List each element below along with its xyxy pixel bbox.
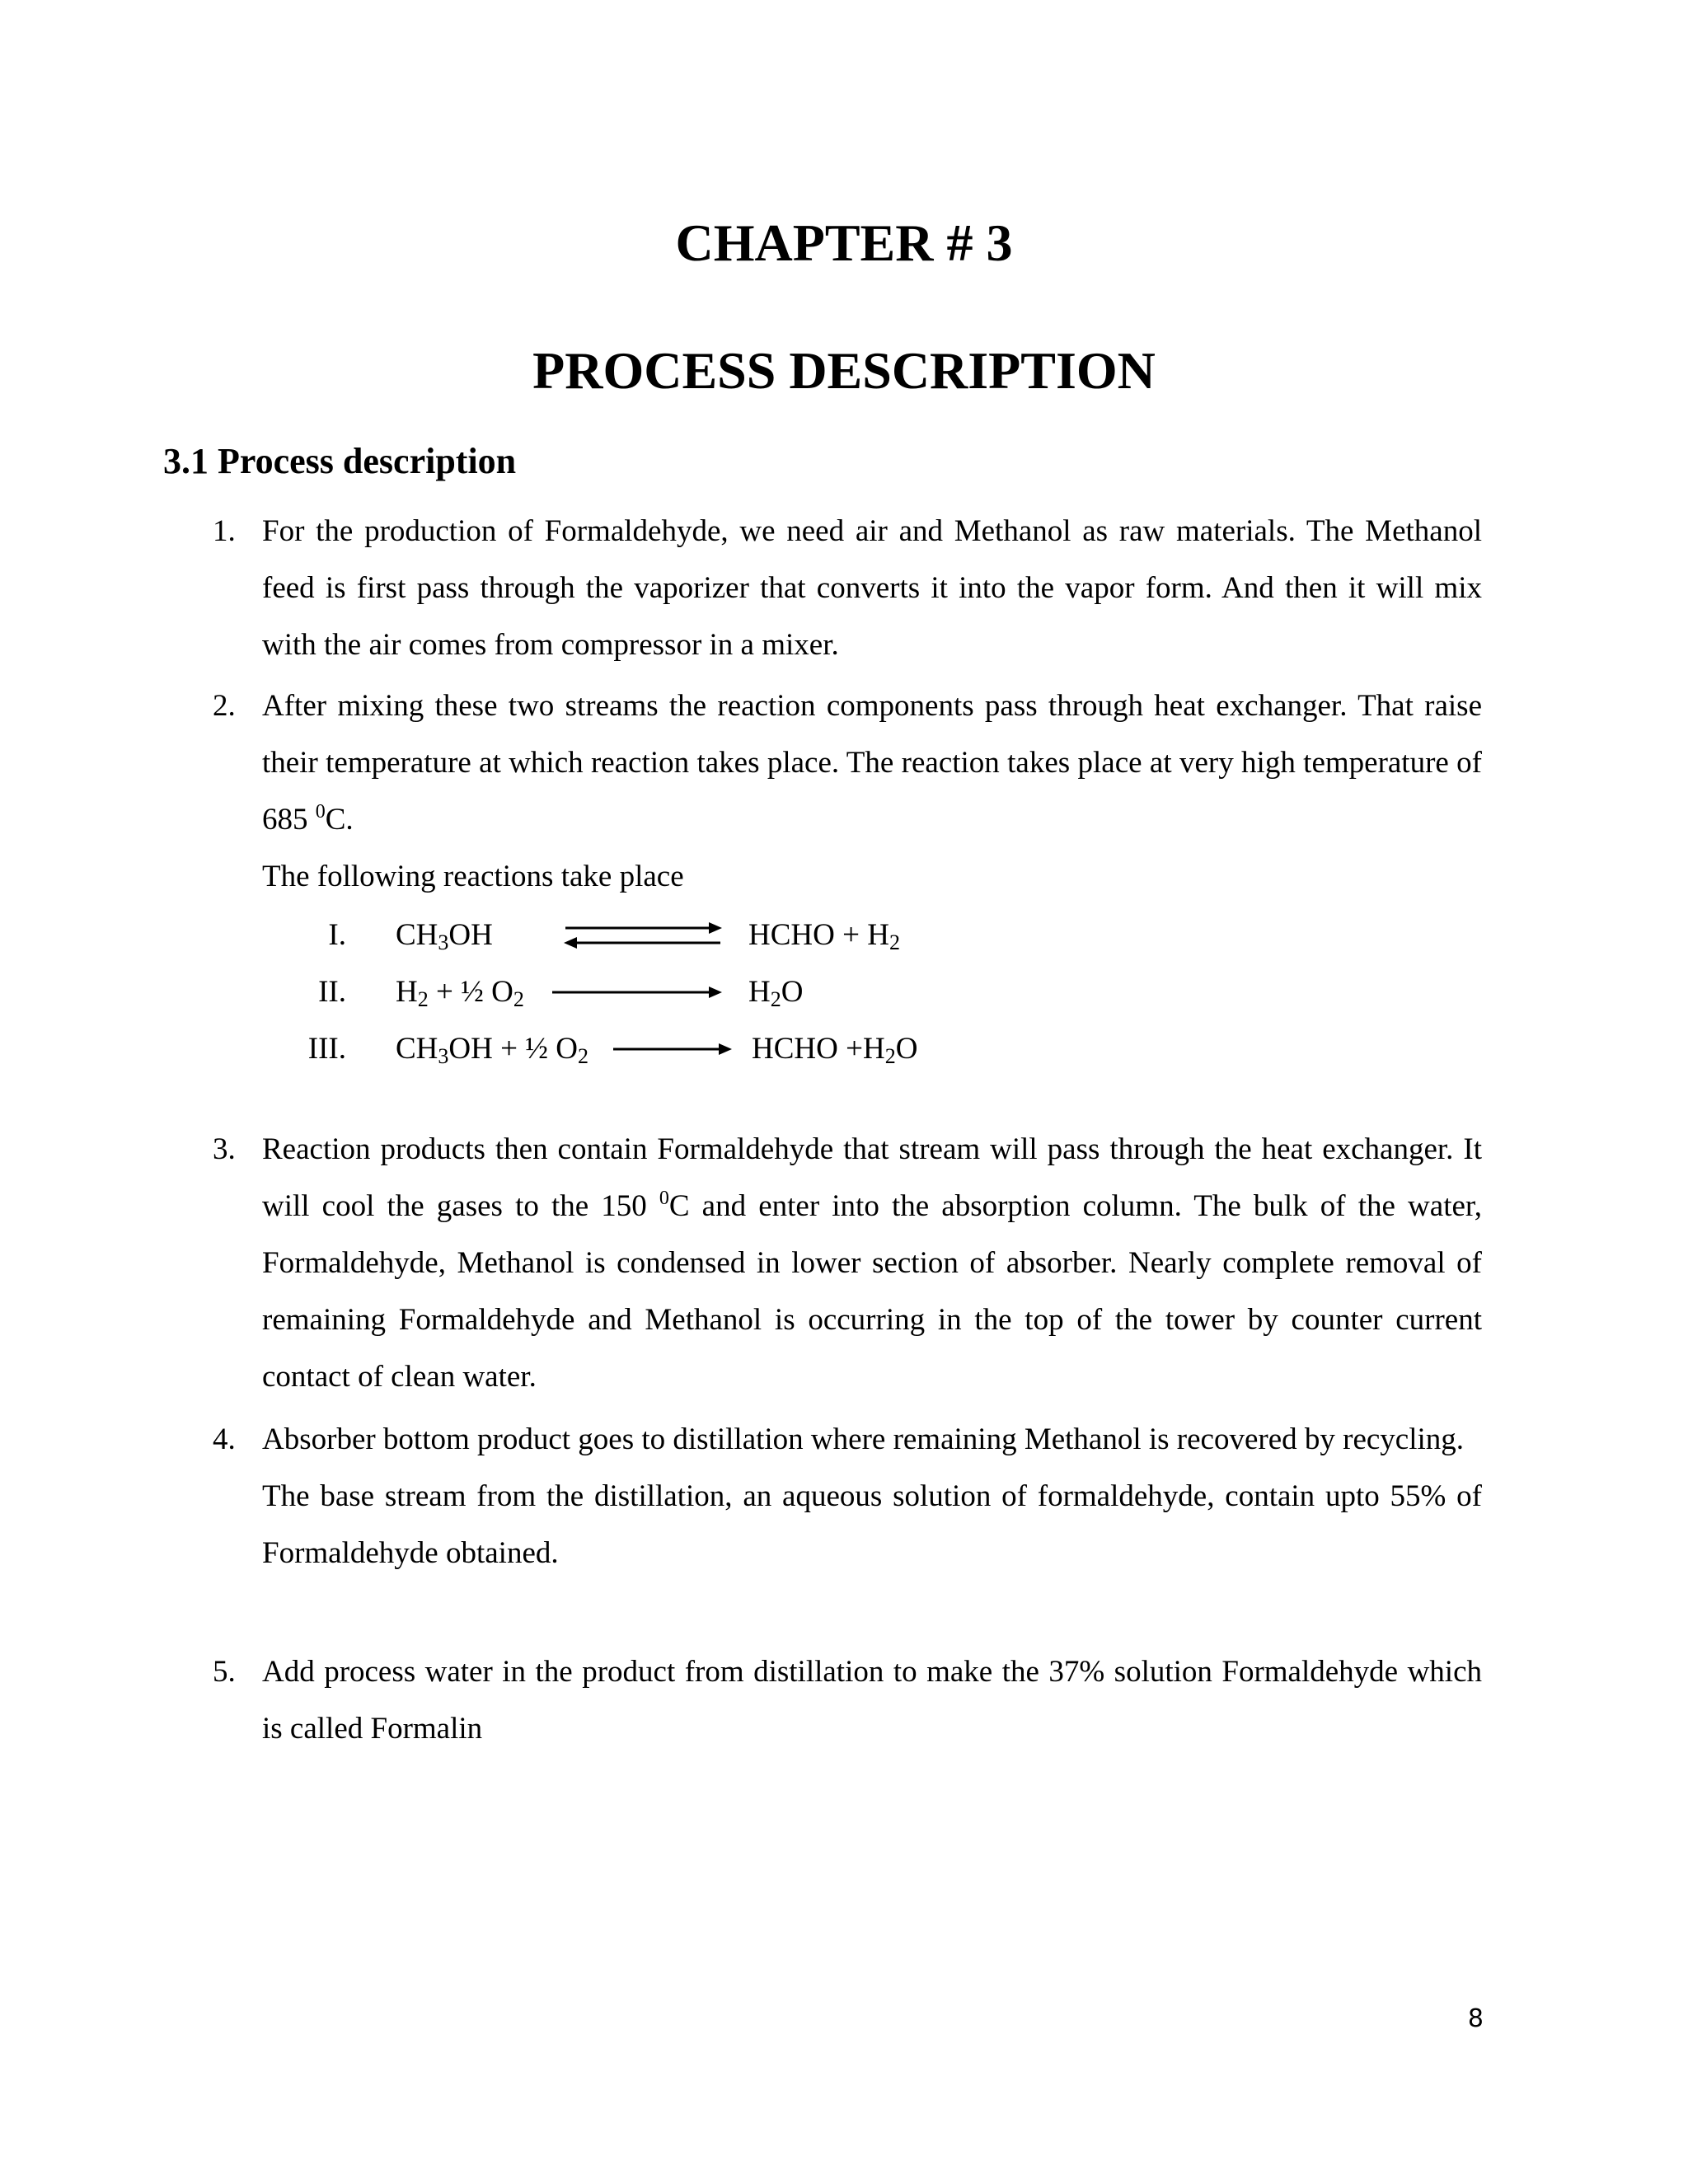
equilibrium-arrow-icon: [560, 918, 725, 953]
item-number: 1.: [213, 514, 236, 548]
arrow-right-icon: [612, 1039, 735, 1059]
section-title: 3.1 Process description: [163, 441, 517, 481]
reaction-products: HCHO + $H_2$: [748, 918, 900, 954]
degree-superscript: 0: [315, 801, 326, 823]
arrow-right-icon: [551, 982, 725, 1002]
list-item: [213, 1411, 1482, 1582]
reaction-numeral: I.: [328, 918, 346, 952]
item-text: Absorber bottom product goes to distillation where remaining Methanol is recovered by recycling.: [262, 1422, 1465, 1456]
item-text: [262, 677, 1482, 848]
item-number: 4.: [213, 1422, 236, 1456]
temperature-unit: C.: [325, 803, 354, 837]
reaction-products: HCHO $+H_2O$: [752, 1032, 918, 1068]
reaction-products: $H_2O$: [748, 975, 804, 1011]
reaction-row: [231, 1020, 973, 1077]
item-text-body: After mixing these two streams the reaction components pass through heat exchanger. That raise their temperature at which reaction takes place. The reaction takes place at very high temperature of 685: [262, 689, 1482, 837]
chapter-title: CHAPTER # 3: [675, 213, 1013, 272]
item-number: 2.: [213, 689, 236, 723]
reaction-numeral: II.: [318, 975, 346, 1009]
chapter-heading: PROCESS DESCRIPTION: [532, 341, 1156, 400]
reaction-row: [231, 907, 973, 963]
list-item: [213, 503, 1482, 673]
item-text: Reaction products then contain Formaldehyde that stream will pass through the heat exchanger. It will cool the gases to the 150 $^0$C and enter into the absorption column. The bulk of the water, Formaldehyde, Methanol is condensed in lower section of absorber. Nearly complete removal of remaining Formaldehyde and Methanol is occurring in the top of the tower by counter current contact of clean water.: [262, 1132, 1482, 1394]
item-text-continued: The base stream from the distillation, an aqueous solution of formaldehyde, contain upto 55% of Formaldehyde obtained.: [262, 1479, 1482, 1570]
reaction-reactants: $H_2$ + ½ $O_2$: [396, 975, 524, 1011]
reaction-reactants: $CH_3OH$: [396, 918, 493, 954]
reaction-row: [231, 963, 973, 1020]
item-text: Add process water in the product from distillation to make the 37% solution Formaldehyde which is called Formalin: [262, 1655, 1482, 1746]
list-item: [213, 1121, 1482, 1405]
list-item: [213, 677, 1482, 905]
list-item: [213, 1643, 1482, 1757]
reaction-numeral: III.: [307, 1032, 346, 1066]
item-number: 3.: [213, 1132, 236, 1166]
reactions-intro: The following reactions take place: [262, 860, 684, 893]
degree-superscript: 0: [659, 1188, 669, 1209]
item-number: 5.: [213, 1655, 236, 1689]
reaction-reactants: $CH_3OH$ + ½ $O_2$: [396, 1032, 588, 1068]
item-text: For the production of Formaldehyde, we need air and Methanol as raw materials. The Methanol feed is first pass through the vaporizer that converts it into the vapor form. And then it will mix with the air comes from compressor in a mixer.: [262, 514, 1482, 662]
page-number: 8: [1467, 2004, 1484, 2033]
